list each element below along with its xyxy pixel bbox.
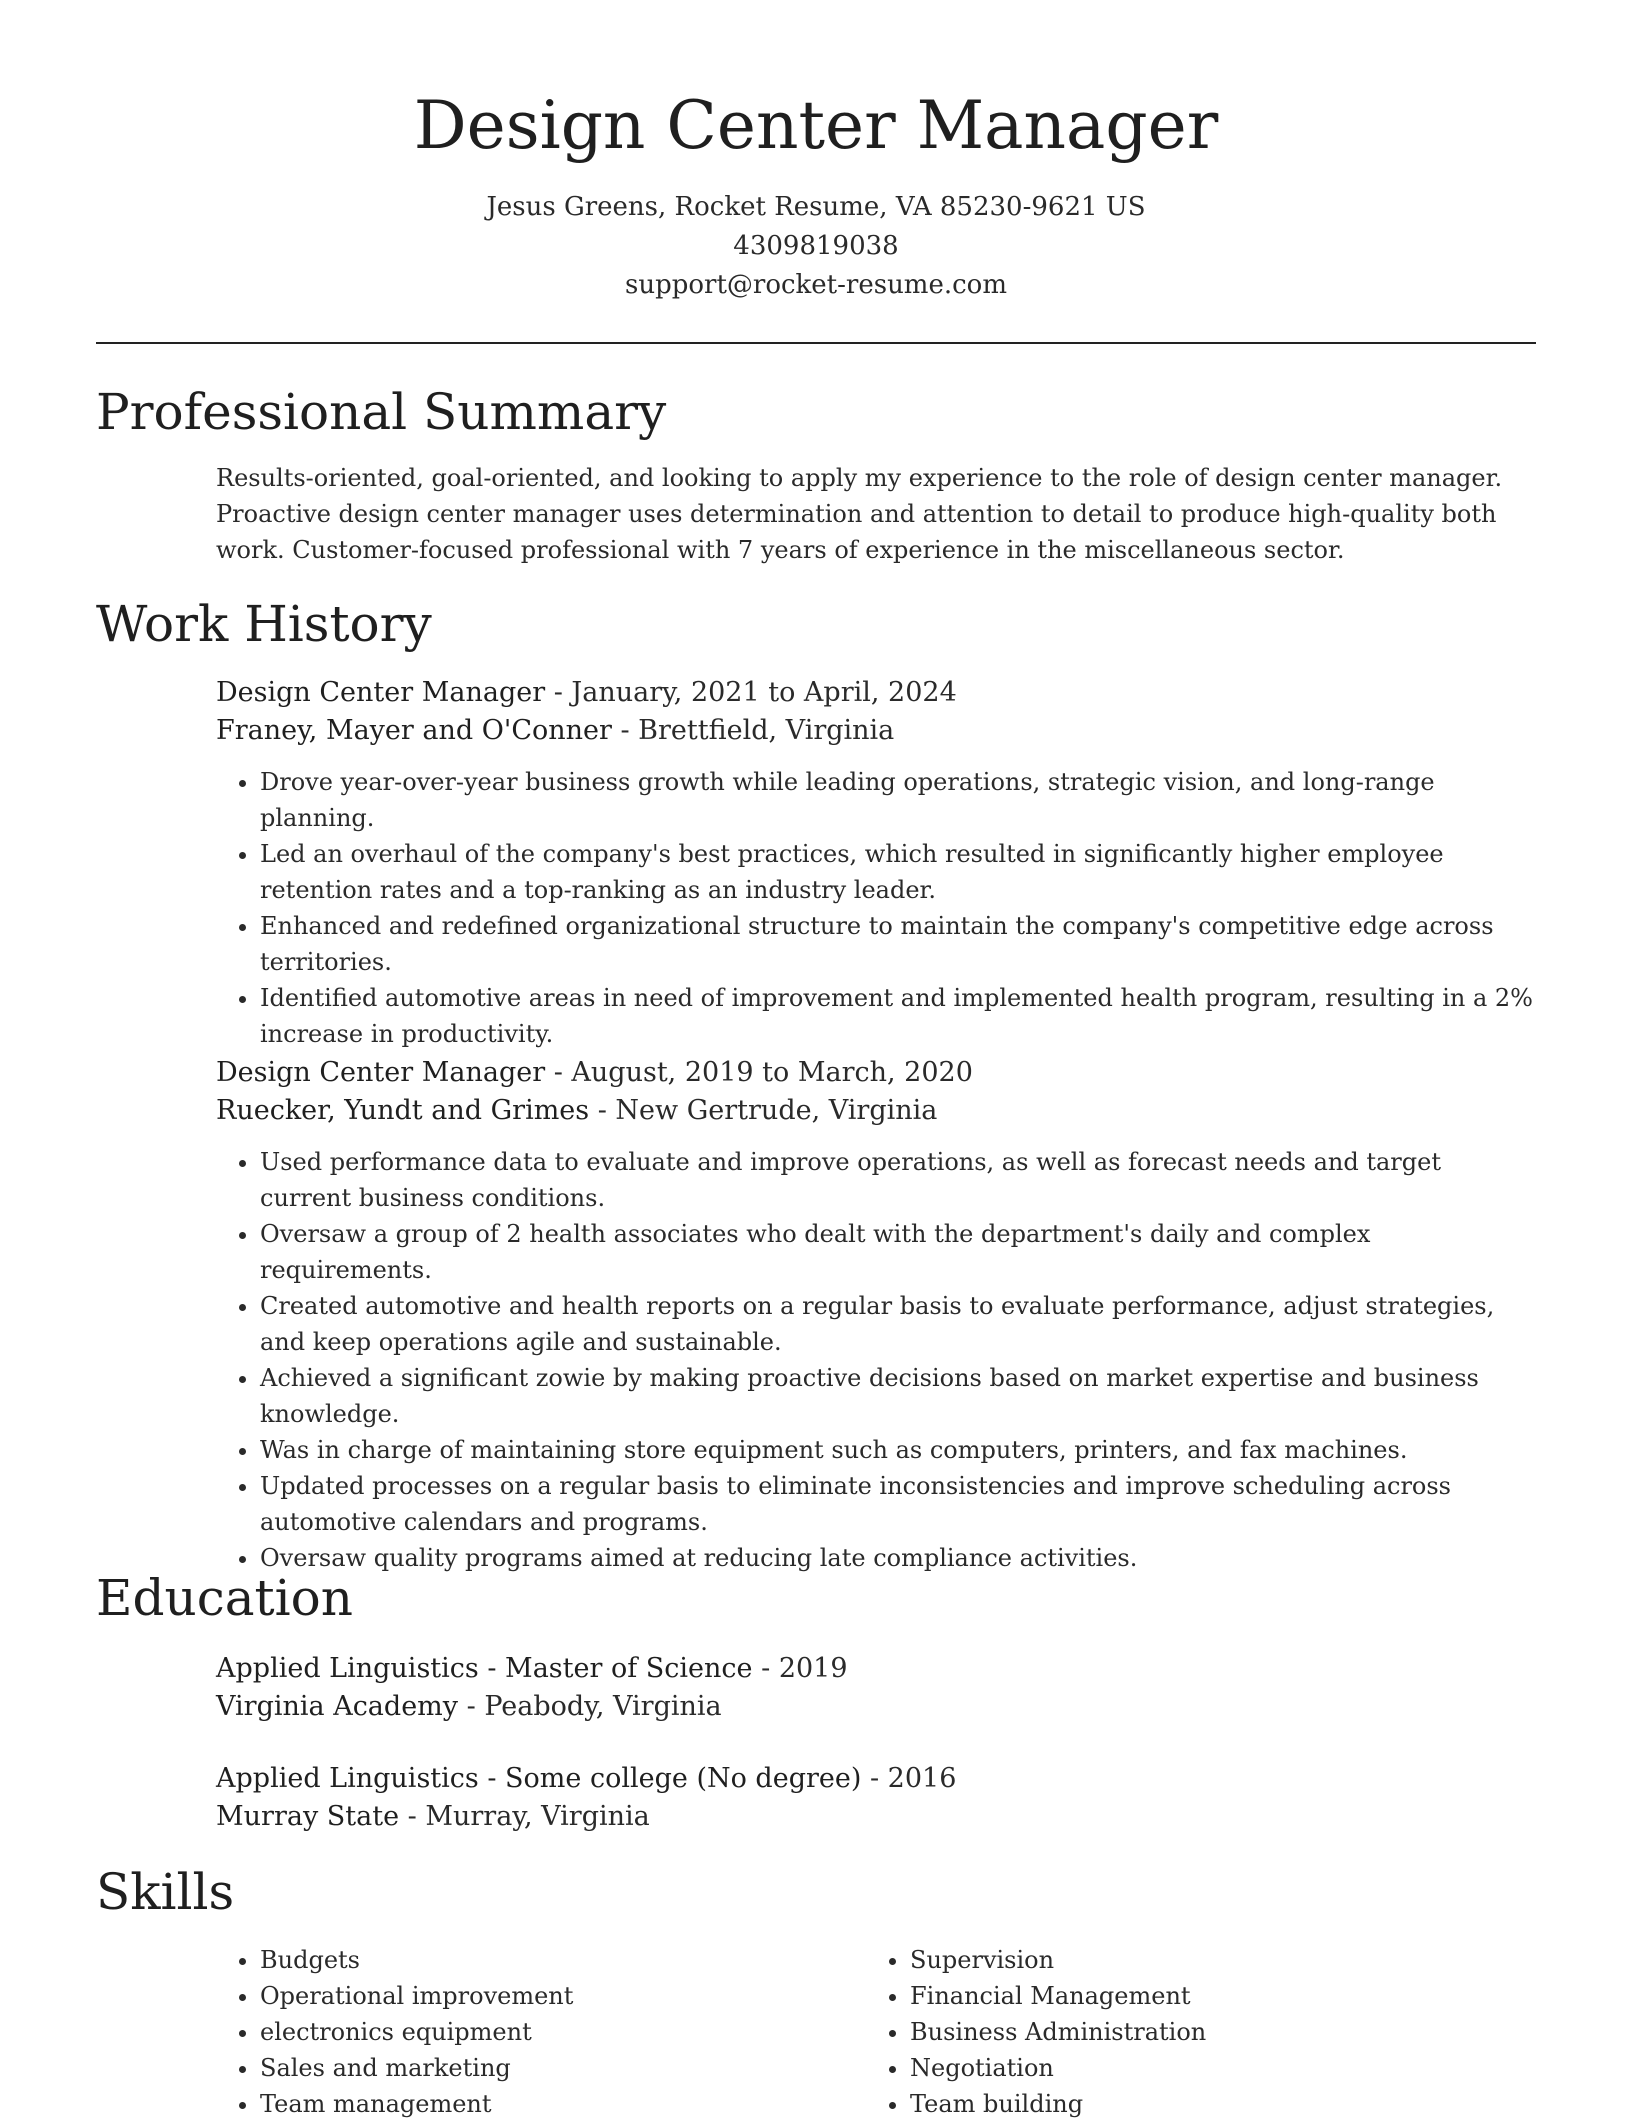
job-title-line	[216, 674, 1536, 712]
contact-address: Jesus Greens, Rocket Resume, VA 85230-9621 US	[486, 192, 1146, 222]
education-year: - 2016	[861, 1763, 957, 1794]
contact-info	[96, 188, 1536, 305]
job-bullet: • Achieved a significant zowie by making proactive decisions based on market expertise and business knowledge.	[260, 1360, 1536, 1432]
contact-email[interactable]: support@rocket-resume.com	[624, 270, 1007, 300]
skills-column-left	[216, 1942, 866, 2122]
education-school: Virginia Academy	[216, 1691, 459, 1722]
job-role: Design Center Manager	[216, 677, 546, 708]
education-entry	[216, 1760, 1536, 1836]
job-role: Design Center Manager	[216, 1057, 546, 1088]
job-bullet: • Identified automotive areas in need of improvement and implemented health program, resulting in a 2% increase in productivity.	[260, 980, 1536, 1052]
job-location: - New Gertrude, Virginia	[589, 1095, 938, 1126]
header-divider	[96, 342, 1536, 344]
skills-grid	[216, 1942, 1536, 2122]
skill-item: • Team building	[910, 2086, 1516, 2122]
job-bullet: • Drove year-over-year business growth while leading operations, strategic vision, and long-range planning.	[260, 764, 1536, 836]
education-year: - 2019	[752, 1653, 848, 1684]
education-school-line	[216, 1688, 1536, 1726]
education-degree: - Some college (No degree)	[478, 1763, 862, 1794]
summary-line: Proactive design center manager uses determination and attention to detail to produce high-quality both	[216, 500, 1497, 528]
job-bullet: • Updated processes on a regular basis to eliminate inconsistencies and improve scheduling across automotive calendars and programs.	[260, 1468, 1536, 1540]
job-bullet: • Created automotive and health reports on a regular basis to evaluate performance, adjust strategies, and keep operations agile and sustainable.	[260, 1288, 1536, 1360]
education-degree-line	[216, 1760, 1536, 1798]
job-company: Franey, Mayer and O'Conner	[216, 715, 612, 746]
job-bullets	[216, 1144, 1536, 1576]
job-title-line	[216, 1054, 1536, 1092]
education-degree-line	[216, 1650, 1536, 1688]
skills-bullets	[216, 1942, 866, 2122]
skill-item: • Supervision	[910, 1942, 1516, 1978]
job-dates: - January, 2021 to April, 2024	[545, 677, 957, 708]
education-location: - Peabody, Virginia	[458, 1691, 722, 1722]
job-bullet: • Oversaw quality programs aimed at reducing late compliance activities.	[260, 1540, 1536, 1576]
summary-line: work. Customer-focused professional with 7 years of experience in the miscellaneous sector.	[216, 536, 1345, 564]
skills-heading: Skills	[96, 1863, 235, 1921]
summary-body	[216, 460, 1536, 568]
job-bullet: • Was in charge of maintaining store equipment such as computers, printers, and fax machines.	[260, 1432, 1536, 1468]
education-entry	[216, 1650, 1536, 1726]
work-history-heading: Work History	[96, 595, 432, 653]
skill-item: • Financial Management	[910, 1978, 1516, 2014]
education-school: Murray State	[216, 1801, 400, 1832]
skills-list	[216, 1942, 1536, 2122]
skills-column-right	[866, 1942, 1516, 2122]
skill-item: • electronics equipment	[260, 2014, 866, 2050]
resume-header	[96, 82, 1536, 305]
resume-title: Design Center Manager	[413, 87, 1219, 164]
skill-item: • Sales and marketing	[260, 2050, 866, 2086]
skill-item: • Team management	[260, 2086, 866, 2122]
job-bullet: • Led an overhaul of the company's best practices, which resulted in significantly higher employee retention rates and a top-ranking as an industry leader.	[260, 836, 1536, 908]
job-bullet: • Used performance data to evaluate and improve operations, as well as forecast needs and target current business conditions.	[260, 1144, 1536, 1216]
job-location: - Brettfield, Virginia	[611, 715, 895, 746]
skill-item: • Business Administration	[910, 2014, 1516, 2050]
job-dates: - August, 2019 to March, 2020	[545, 1057, 973, 1088]
skill-item: • Budgets	[260, 1942, 866, 1978]
contact-phone: 4309819038	[733, 231, 899, 261]
education-field: Applied Linguistics	[216, 1653, 479, 1684]
job-bullets	[216, 764, 1536, 1052]
skill-item: • Negotiation	[910, 2050, 1516, 2086]
summary-heading: Professional Summary	[96, 383, 667, 441]
skill-item: • Operational improvement	[260, 1978, 866, 2014]
education-heading: Education	[96, 1569, 353, 1627]
education-location: - Murray, Virginia	[399, 1801, 650, 1832]
education-field: Applied Linguistics	[216, 1763, 479, 1794]
job-bullet: • Enhanced and redefined organizational structure to maintain the company's competitive edge across territories.	[260, 908, 1536, 980]
education-degree: - Master of Science	[478, 1653, 753, 1684]
job-company-line	[216, 1092, 1536, 1130]
summary-line: Results-oriented, goal-oriented, and looking to apply my experience to the role of design center manager.	[216, 464, 1503, 492]
education-school-line	[216, 1798, 1536, 1836]
skills-bullets	[866, 1942, 1516, 2122]
job-company: Ruecker, Yundt and Grimes	[216, 1095, 590, 1126]
job-bullet: • Oversaw a group of 2 health associates who dealt with the department's daily and complex requirements.	[260, 1216, 1536, 1288]
job-entry	[216, 1054, 1536, 1576]
job-entry	[216, 674, 1536, 1052]
job-company-line	[216, 712, 1536, 750]
